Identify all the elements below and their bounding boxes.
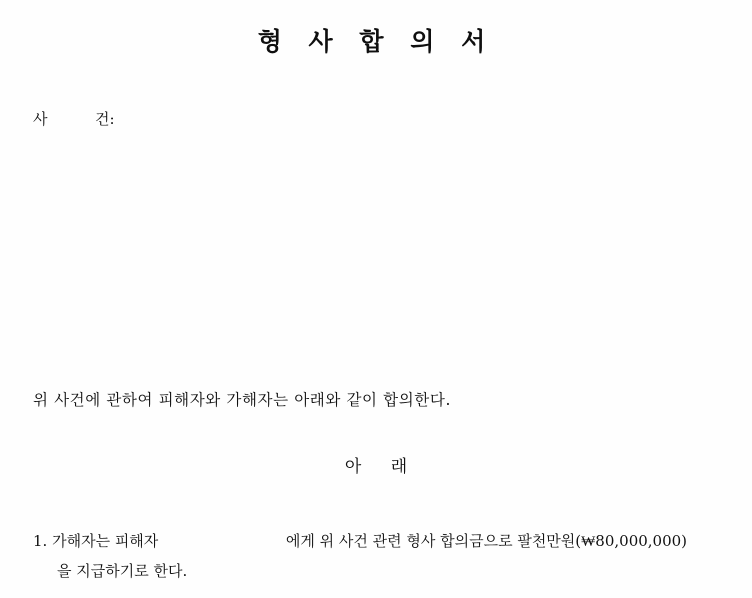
case-field-row [33, 108, 545, 129]
clause-text-after-blank: 에게 위 사건 관련 형사 합의금으로 팔천만원(₩80,000,000) [285, 532, 688, 550]
case-label-second-part: 건: [95, 110, 115, 128]
section-heading-below: 아 래 [344, 457, 420, 477]
clause-line-primary [33, 526, 733, 556]
clause-item-1 [33, 526, 733, 586]
case-label-first-char: 사 [33, 110, 48, 128]
clause-text-before-blank: 가해자는 피해자 [52, 532, 159, 550]
agreement-intro-text: 위 사건에 관하여 피해자와 가해자는 아래와 같이 합의한다. [33, 391, 451, 409]
clause-number: 1. [33, 532, 48, 550]
clause-line-secondary: 을 지급하기로 한다. [57, 562, 188, 580]
page-title: 형 사 합 의 서 [257, 27, 495, 56]
